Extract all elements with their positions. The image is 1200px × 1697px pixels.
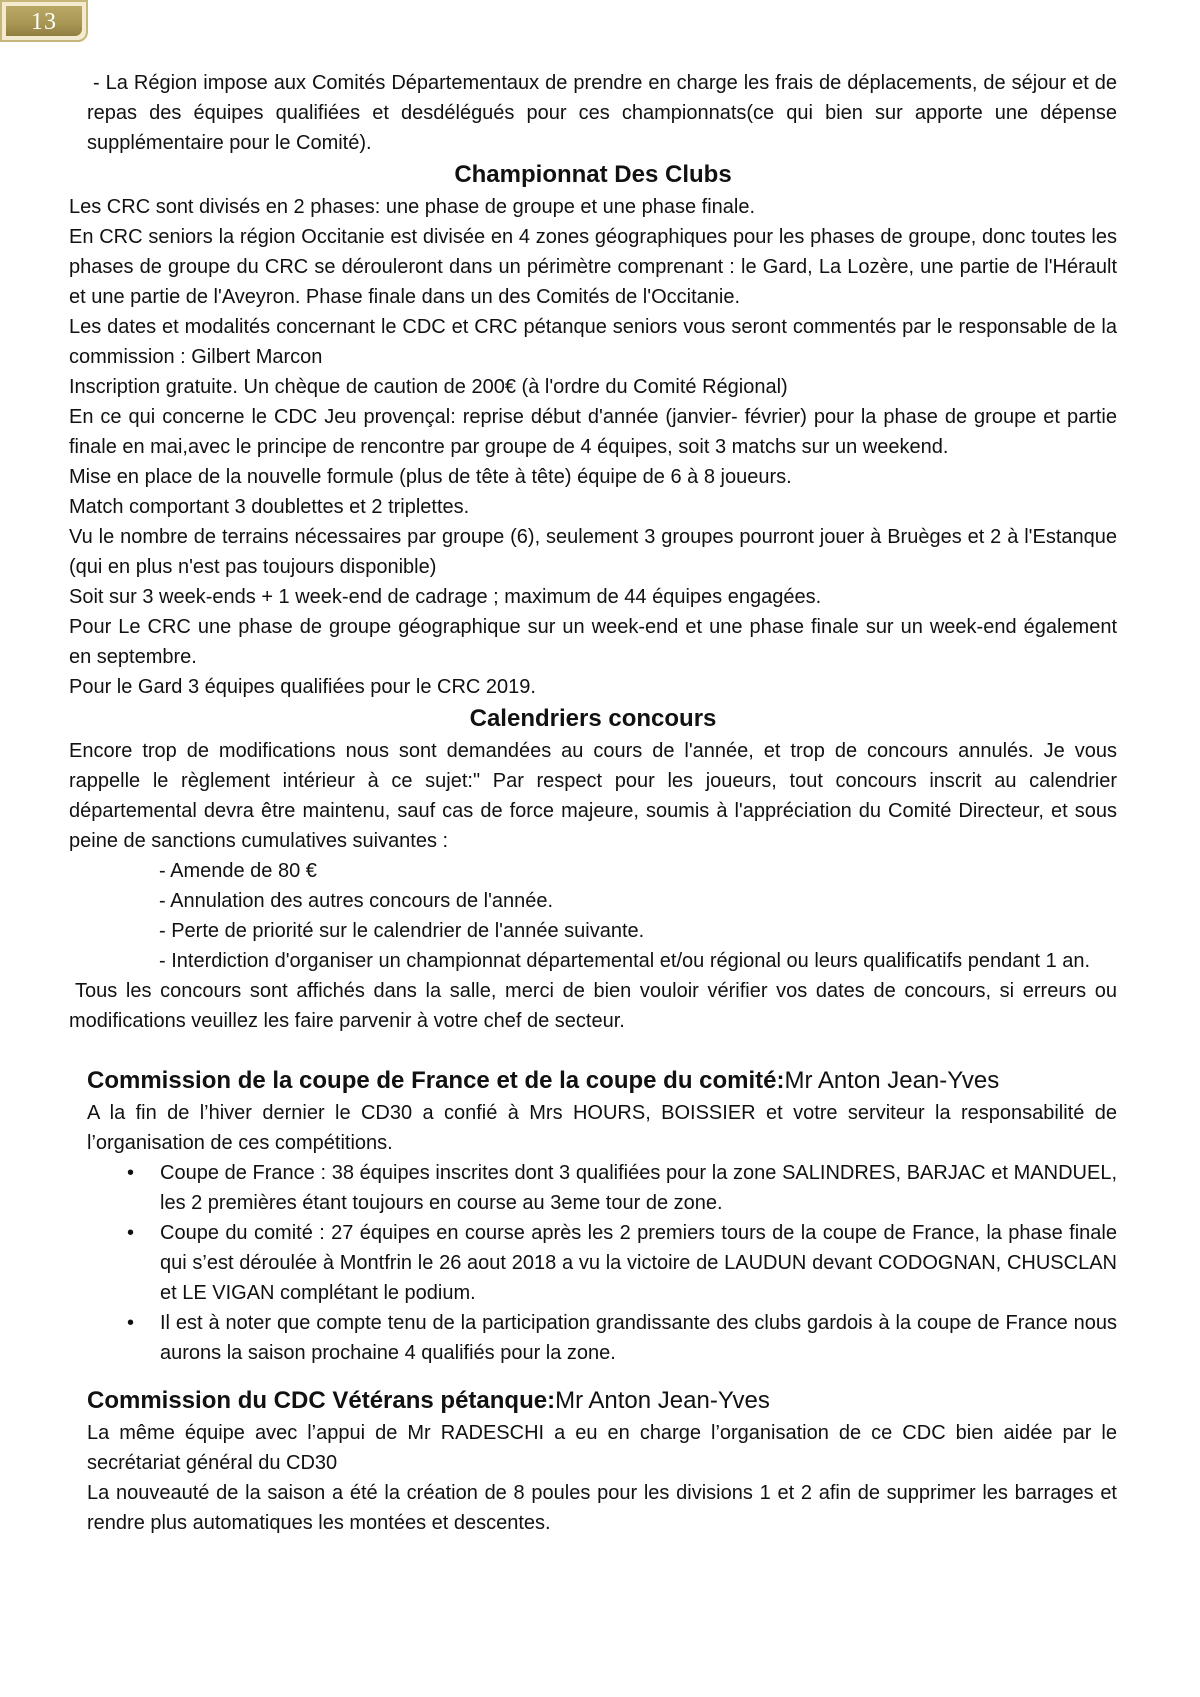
coupe-heading bbox=[87, 1064, 1117, 1098]
clubs-paragraph: En ce qui concerne le CDC Jeu provençal: reprise début d'année (janvier- février) pour la phase de groupe et partie finale en mai,avec le principe de rencontre par groupe de 4 équipes, soit 3 matchs sur un weekend. bbox=[69, 406, 1117, 458]
list-item bbox=[87, 1158, 1117, 1218]
page-number: 13 bbox=[31, 9, 57, 35]
veterans-heading bbox=[87, 1384, 1117, 1418]
clubs-paragraph: Mise en place de la nouvelle formule (plus de tête à tête) équipe de 6 à 8 joueurs. bbox=[69, 466, 792, 488]
calendriers-heading: Calendriers concours bbox=[469, 705, 717, 732]
bullet-icon: • bbox=[127, 1222, 135, 1244]
coupe-heading-name: Mr Anton Jean-Yves bbox=[784, 1067, 1000, 1094]
calendriers-paragraph: Encore trop de modifications nous sont demandées au cours de l'année, et trop de concours annulés. Je vous rappelle le règlement intérieur à ce sujet:" Par respect pour les joueurs, tout concours inscrit au calendrier départemental devra être maintenu, sauf cas de force majeure, soumis à l'appréciation du Comité Directeur, et sous peine de sanctions cumulatives suivantes : bbox=[69, 740, 1117, 852]
list-item-text: Il est à noter que compte tenu de la participation grandissante des clubs gardois à la coupe de France nous aurons la saison prochaine 4 qualifiés pour la zone. bbox=[160, 1312, 1117, 1364]
coupe-bullet-list bbox=[87, 1158, 1117, 1368]
veterans-paragraph: La même équipe avec l’appui de Mr RADESCHI a eu en charge l’organisation de ce CDC bien aidée par le secrétariat général du CD30 bbox=[87, 1422, 1117, 1474]
sanction-item: - Annulation des autres concours de l'année. bbox=[159, 890, 554, 912]
clubs-paragraph: Inscription gratuite. Un chèque de caution de 200€ (à l'ordre du Comité Régional) bbox=[69, 376, 788, 398]
clubs-paragraph: En CRC seniors la région Occitanie est divisée en 4 zones géographiques pour les phases de groupe, donc toutes les phases de groupe du CRC se dérouleront dans un périmètre comprenant : le Gard, La Lozère, une partie de l'Hérault et une partie de l'Aveyron. Phase finale dans un des Comités de l'Occitanie. bbox=[69, 226, 1117, 308]
clubs-paragraph: Pour le Gard 3 équipes qualifiées pour le CRC 2019. bbox=[69, 676, 536, 698]
clubs-heading: Championnat Des Clubs bbox=[454, 161, 732, 188]
calendriers-closing: Tous les concours sont affichés dans la salle, merci de bien vouloir vérifier vos dates de concours, si erreurs ou modifications veuillez les faire parvenir à votre chef de secteur. bbox=[69, 980, 1117, 1032]
coupe-section bbox=[69, 1064, 1117, 1368]
document-body bbox=[69, 68, 1117, 1538]
list-item bbox=[87, 1308, 1117, 1368]
list-item-text: Coupe du comité : 27 équipes en course après les 2 premiers tours de la coupe de France, la phase finale qui s’est déroulée à Montfrin le 26 aout 2018 a vu la victoire de LAUDUN devant CODOGNAN, CHUSCLAN et LE VIGAN complétant le podium. bbox=[160, 1222, 1117, 1304]
list-item-text: Coupe de France : 38 équipes inscrites dont 3 qualifiées pour la zone SALINDRES, BARJAC et MANDUEL, les 2 premières étant toujours en course au 3eme tour de zone. bbox=[160, 1162, 1117, 1214]
list-item bbox=[87, 1218, 1117, 1308]
clubs-paragraph: Les dates et modalités concernant le CDC et CRC pétanque seniors vous seront commentés par le responsable de la commission : Gilbert Marcon bbox=[69, 316, 1117, 368]
clubs-paragraph: Soit sur 3 week-ends + 1 week-end de cadrage ; maximum de 44 équipes engagées. bbox=[69, 586, 822, 608]
sanction-item: - Interdiction d'organiser un championnat départemental et/ou régional ou leurs qualificatifs pendant 1 an. bbox=[159, 950, 1091, 972]
bullet-icon: • bbox=[127, 1162, 135, 1184]
clubs-paragraph: Match comportant 3 doublettes et 2 triplettes. bbox=[69, 496, 470, 518]
veterans-heading-name: Mr Anton Jean-Yves bbox=[555, 1387, 770, 1414]
bullet-icon: • bbox=[127, 1312, 135, 1334]
veterans-paragraph: La nouveauté de la saison a été la création de 8 poules pour les divisions 1 et 2 afin de supprimer les barrages et rendre plus automatiques les montées et descentes. bbox=[87, 1482, 1117, 1534]
veterans-section bbox=[69, 1384, 1117, 1538]
page-number-badge bbox=[0, 0, 88, 42]
intro-paragraph: - La Région impose aux Comités Départementaux de prendre en charge les frais de déplacements, de séjour et de repas des équipes qualifiées et desdélégués pour ces championnats(ce qui bien sur apporte une dépense supplémentaire pour le Comité). bbox=[87, 72, 1117, 154]
clubs-paragraph: Les CRC sont divisés en 2 phases: une phase de groupe et une phase finale. bbox=[69, 196, 756, 218]
clubs-paragraph: Pour Le CRC une phase de groupe géographique sur un week-end et une phase finale sur un week-end également en septembre. bbox=[69, 616, 1117, 668]
sanction-item: - Perte de priorité sur le calendrier de l'année suivante. bbox=[159, 920, 645, 942]
sanction-item: - Amende de 80 € bbox=[159, 860, 317, 882]
clubs-paragraph: Vu le nombre de terrains nécessaires par groupe (6), seulement 3 groupes pourront jouer à Bruèges et 2 à l'Estanque (qui en plus n'est pas toujours disponible) bbox=[69, 526, 1117, 578]
coupe-paragraph: A la fin de l’hiver dernier le CD30 a confié à Mrs HOURS, BOISSIER et votre serviteur la responsabilité de l’organisation de ces compétitions. bbox=[87, 1102, 1117, 1154]
veterans-heading-title: Commission du CDC Vétérans pétanque: bbox=[87, 1387, 556, 1414]
coupe-heading-title: Commission de la coupe de France et de la coupe du comité: bbox=[87, 1067, 785, 1094]
